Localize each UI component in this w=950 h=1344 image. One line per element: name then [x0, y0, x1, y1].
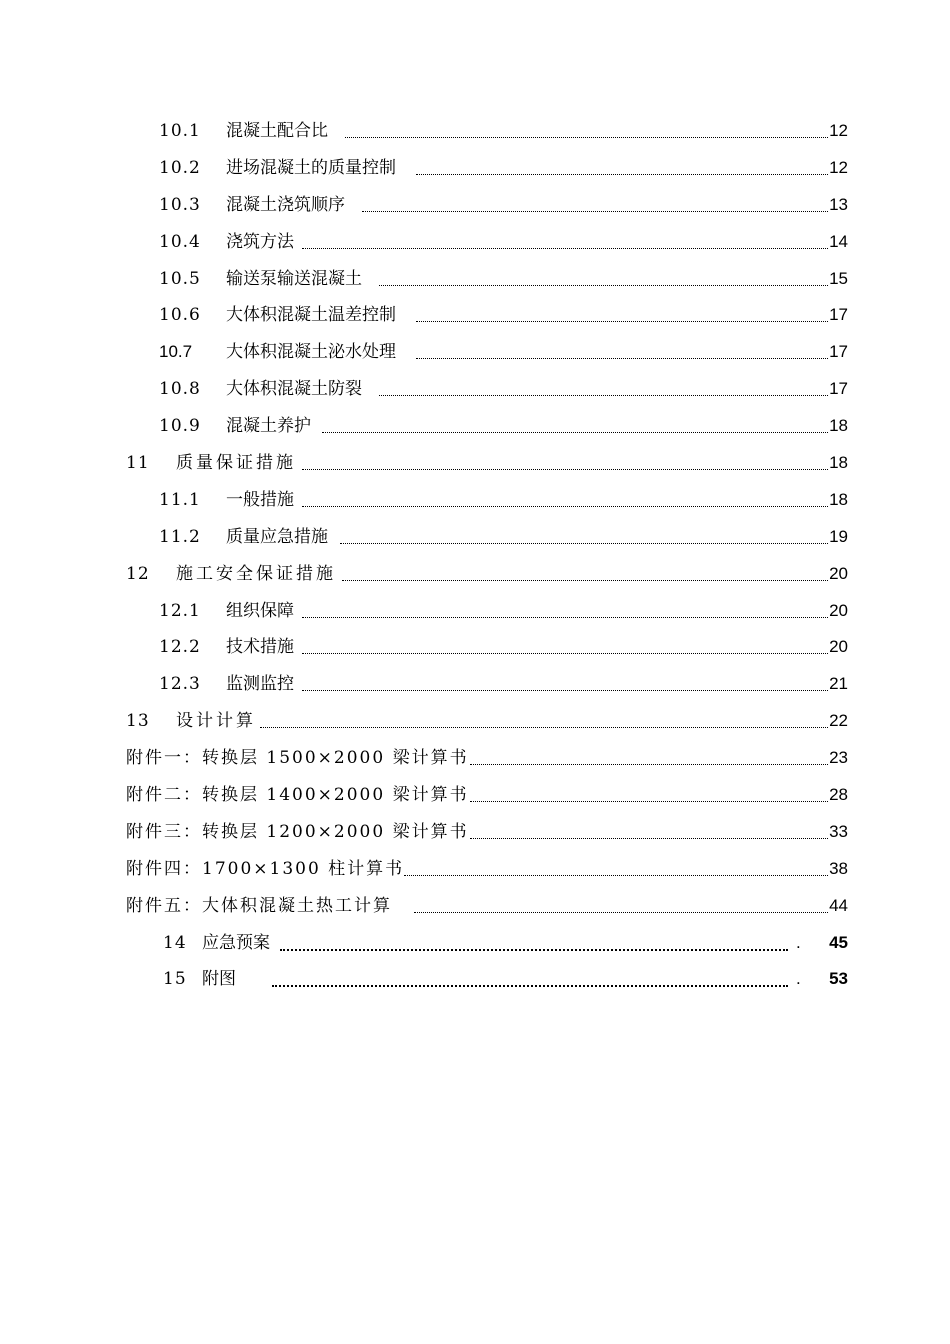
toc-entry[interactable]: [0, 925, 950, 962]
toc-entry-title: 质量应急措施: [226, 526, 328, 547]
toc-entry-number: 10.9: [159, 416, 201, 437]
toc-entry-page: 38: [829, 858, 848, 878]
toc-leader-dots: [342, 580, 828, 581]
toc-entry-title: 大体积混凝土防裂: [226, 379, 362, 400]
toc-entry-number: 10.6: [159, 305, 201, 326]
toc-entry[interactable]: [0, 334, 950, 371]
toc-entry-title: 设计计算: [176, 711, 256, 732]
toc-entry[interactable]: [0, 482, 950, 519]
toc-entry-page: 20: [829, 637, 848, 657]
toc-entry-page: 33: [829, 821, 848, 841]
table-of-contents: [0, 113, 950, 998]
toc-entry-title: 监测监控: [226, 674, 294, 695]
toc-entry[interactable]: [0, 740, 950, 777]
toc-entry-page: 53: [829, 969, 848, 989]
toc-entry-number: 10.7: [159, 342, 193, 362]
toc-entry-title: 大体积混凝土温差控制: [226, 305, 396, 326]
toc-entry-title: 混凝土养护: [226, 416, 311, 437]
toc-leader-dots: [302, 506, 828, 507]
toc-entry-title: 附件一：转换层 1500×2000 梁计算书: [126, 748, 469, 769]
toc-entry-page: 17: [829, 342, 848, 362]
toc-leader-dots: [302, 617, 828, 618]
toc-leader-dots: [379, 395, 828, 396]
toc-leader-dots: [345, 137, 828, 138]
toc-leader-dots: [362, 211, 828, 212]
toc-leader-dots: [272, 985, 788, 987]
toc-entry[interactable]: [0, 297, 950, 334]
toc-entry-page: 44: [829, 895, 848, 915]
toc-entry[interactable]: [0, 408, 950, 445]
toc-entry-page: 20: [829, 600, 848, 620]
toc-entry-page: 28: [829, 785, 848, 805]
toc-entry[interactable]: [0, 593, 950, 630]
toc-entry-title: 附件二：转换层 1400×2000 梁计算书: [126, 785, 469, 806]
toc-leader-dots: [302, 469, 828, 470]
toc-entry-number: 10.8: [159, 379, 201, 400]
toc-entry-title: 混凝土浇筑顺序: [226, 194, 345, 215]
toc-leader-dots: [404, 875, 828, 876]
toc-entry-title: 附图: [202, 969, 236, 990]
toc-entry-page: 18: [829, 453, 848, 473]
toc-leader-end-dot: .: [796, 969, 801, 989]
toc-entry[interactable]: [0, 187, 950, 224]
toc-entry-title: 质量保证措施: [176, 453, 296, 474]
toc-leader-dots: [470, 838, 828, 839]
toc-entry-page: 13: [829, 194, 848, 214]
toc-entry[interactable]: [0, 814, 950, 851]
toc-entry[interactable]: [0, 703, 950, 740]
toc-leader-dots: [416, 321, 828, 322]
toc-entry[interactable]: [0, 445, 950, 482]
toc-leader-dots: [302, 690, 828, 691]
toc-leader-dots: [280, 949, 788, 951]
toc-entry[interactable]: [0, 666, 950, 703]
toc-leader-dots: [260, 727, 828, 728]
toc-entry-number: 11.1: [159, 489, 201, 510]
toc-entry-page: 15: [829, 268, 848, 288]
toc-leader-dots: [302, 248, 828, 249]
toc-entry-page: 20: [829, 563, 848, 583]
toc-entry-page: 17: [829, 305, 848, 325]
toc-entry-page: 22: [829, 711, 848, 731]
toc-entry[interactable]: [0, 961, 950, 998]
toc-entry-page: 23: [829, 748, 848, 768]
toc-entry-page: 18: [829, 416, 848, 436]
toc-entry-number: 15: [163, 969, 187, 990]
toc-entry-page: 19: [829, 526, 848, 546]
toc-entry-title: 进场混凝土的质量控制: [226, 157, 396, 178]
toc-entry[interactable]: [0, 851, 950, 888]
toc-entry-number: 10.5: [159, 268, 201, 289]
toc-entry-number: 12: [126, 563, 150, 584]
toc-leader-dots: [379, 285, 828, 286]
toc-entry-title: 组织保障: [226, 600, 294, 621]
toc-entry[interactable]: [0, 113, 950, 150]
toc-entry[interactable]: [0, 556, 950, 593]
toc-entry-title: 施工安全保证措施: [176, 563, 336, 584]
toc-leader-dots: [470, 801, 828, 802]
toc-entry[interactable]: [0, 150, 950, 187]
toc-entry-number: 12.1: [159, 600, 201, 621]
toc-leader-dots: [416, 174, 828, 175]
toc-entry-title: 附件三：转换层 1200×2000 梁计算书: [126, 821, 469, 842]
toc-entry-title: 技术措施: [226, 637, 294, 658]
toc-entry-page: 14: [829, 231, 848, 251]
toc-entry-title: 应急预案: [202, 932, 270, 953]
toc-entry-number: 10.4: [159, 231, 201, 252]
toc-entry-number: 14: [163, 932, 187, 953]
toc-entry-number: 10.1: [159, 121, 201, 141]
toc-entry-title: 输送泵输送混凝土: [226, 268, 362, 289]
toc-entry-number: 12.3: [159, 674, 201, 695]
toc-entry-title: 浇筑方法: [226, 231, 294, 252]
toc-leader-dots: [416, 358, 828, 359]
toc-entry[interactable]: [0, 371, 950, 408]
toc-entry[interactable]: [0, 519, 950, 556]
toc-entry[interactable]: [0, 777, 950, 814]
toc-entry-title: 附件四：1700×1300 柱计算书: [126, 858, 405, 879]
toc-leader-dots: [322, 432, 828, 433]
toc-entry-title: 附件五：大体积混凝土热工计算: [126, 895, 392, 916]
toc-entry-page: 18: [829, 489, 848, 509]
toc-entry-number: 12.2: [159, 637, 201, 658]
toc-leader-dots: [414, 912, 828, 913]
toc-entry-number: 13: [126, 711, 150, 732]
toc-entry-number: 11: [126, 453, 150, 474]
toc-entry-title: 混凝土配合比: [226, 121, 328, 141]
toc-leader-end-dot: .: [796, 932, 801, 952]
toc-entry-page: 21: [829, 674, 848, 694]
toc-entry-title: 大体积混凝土泌水处理: [226, 342, 396, 363]
toc-entry-page: 45: [829, 932, 848, 952]
toc-entry-page: 17: [829, 379, 848, 399]
toc-entry-number: 10.3: [159, 194, 201, 215]
toc-leader-dots: [340, 543, 828, 544]
toc-leader-dots: [470, 764, 828, 765]
toc-entry-number: 11.2: [159, 526, 201, 547]
toc-entry-page: 12: [829, 121, 848, 140]
toc-entry-title: 一般措施: [226, 489, 294, 510]
toc-entry[interactable]: [0, 261, 950, 298]
toc-entry[interactable]: [0, 629, 950, 666]
toc-entry[interactable]: [0, 888, 950, 925]
toc-entry-number: 10.2: [159, 157, 201, 178]
toc-leader-dots: [302, 653, 828, 654]
toc-entry[interactable]: [0, 224, 950, 261]
toc-entry-page: 12: [829, 157, 848, 177]
